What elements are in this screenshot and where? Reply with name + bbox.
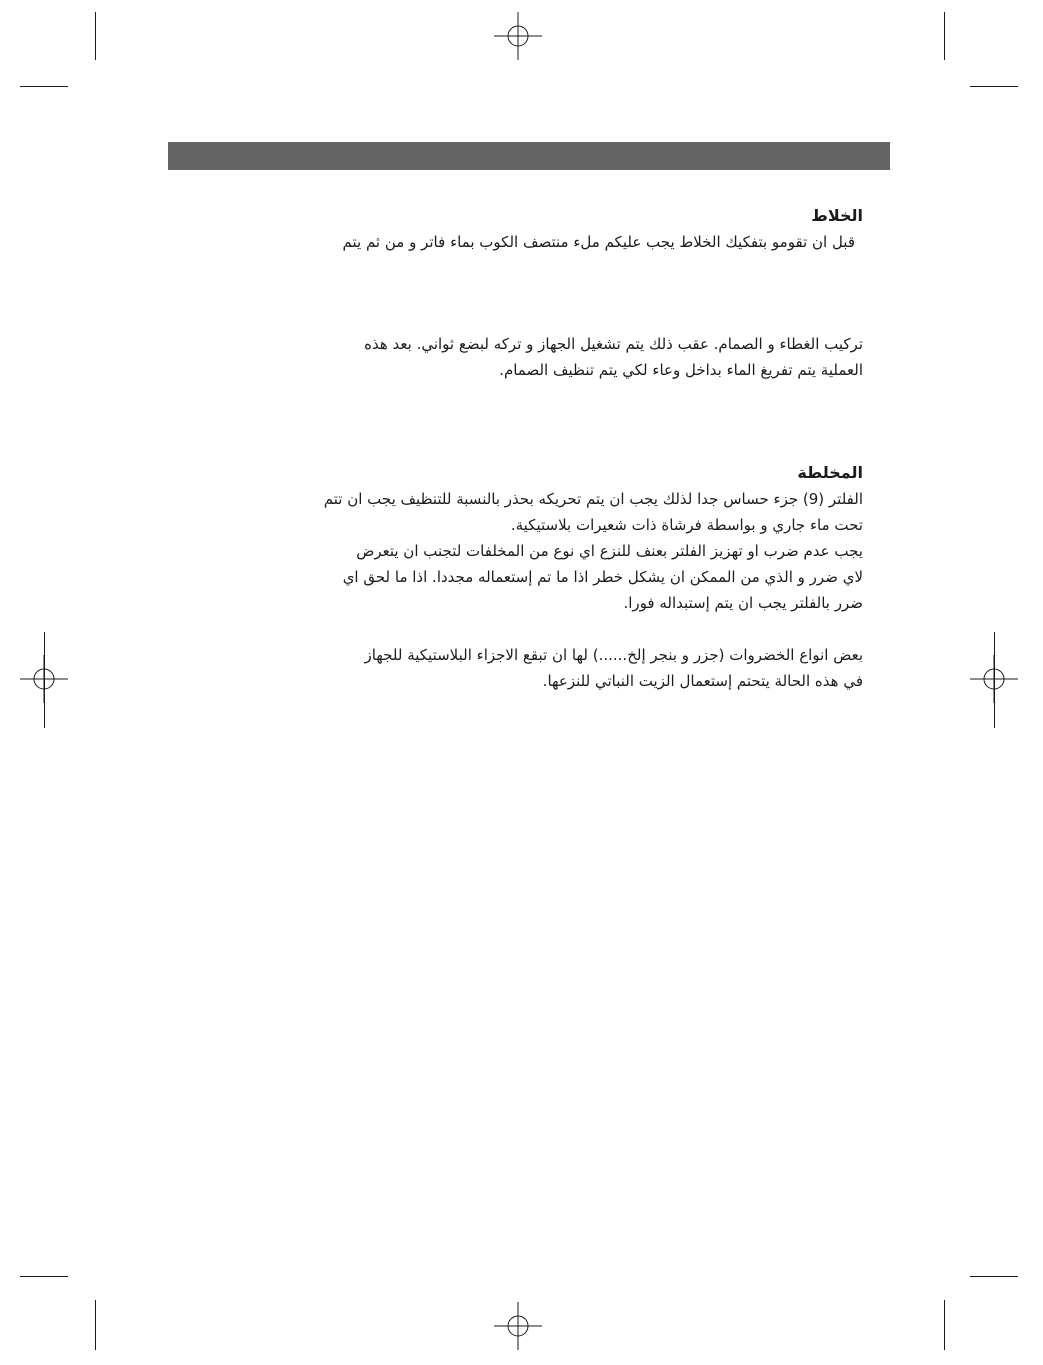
- section-header-bar: [168, 142, 890, 170]
- registration-guide-right: [994, 632, 995, 728]
- text-line: بعض انواع الخضروات (جزر و بنجر إلخ......) لها ان تبقع الاجزاء البلاستيكية للجهاز: [364, 646, 863, 664]
- crop-mark-top-left-vertical: [95, 12, 96, 60]
- text-line: تحت ماء جاري و بواسطة فرشاة ذات شعيرات بلاستيكية.: [510, 516, 863, 534]
- registration-mark-top-icon: [494, 12, 542, 60]
- section-mixer: [176, 460, 863, 616]
- text-line: لاي ضرر و الذي من الممكن ان يشكل خطر اذا ما تم إستعماله مجددا. اذا ما لحق اي: [342, 568, 863, 586]
- crop-mark-bottom-right-horizontal: [970, 1276, 1018, 1277]
- section-blender: [176, 203, 863, 255]
- text-line: ضرر بالفلتر يجب ان يتم إستبداله فورا.: [623, 594, 863, 612]
- crop-mark-bottom-right-vertical: [944, 1300, 945, 1350]
- crop-mark-top-right-horizontal: [970, 86, 1018, 87]
- mixer-heading: المخلطة: [797, 463, 863, 482]
- blender-paragraph: [176, 331, 863, 383]
- mixer-paragraph-1: [176, 486, 863, 616]
- crop-mark-bottom-left-horizontal: [20, 1276, 68, 1277]
- blender-heading: الخلاط: [811, 206, 863, 225]
- registration-guide-left: [44, 632, 45, 728]
- mixer-paragraph-2: [176, 642, 863, 694]
- text-line: تركيب الغطاء و الصمام. عقب ذلك يتم تشغيل الجهاز و تركه لبضع ثواني. بعد هذه: [364, 335, 863, 353]
- crop-mark-top-left-horizontal: [20, 86, 68, 87]
- text-line: العملية يتم تفريغ الماء بداخل وعاء لكي يتم تنظيف الصمام.: [499, 361, 863, 379]
- crop-mark-bottom-left-vertical: [95, 1300, 96, 1350]
- crop-mark-top-right-vertical: [944, 12, 945, 60]
- mixer-paragraph-2-block: [176, 642, 863, 694]
- text-line: في هذه الحالة يتحتم إستعمال الزيت النباتي للنزعها.: [542, 672, 863, 690]
- text-line: الفلتر (9) جزء حساس جدا لذلك يجب ان يتم تحريكه بحذر بالنسبة للتنظيف يجب ان تتم: [323, 490, 863, 508]
- text-line: يجب عدم ضرب او تهزيز الفلتر بعنف للنزع اي نوع من المخلفات لتجنب ان يتعرض: [356, 542, 863, 560]
- blender-intro-line: [176, 229, 863, 255]
- text-line: قبل ان تقومو بتفكيك الخلاط يجب عليكم ملء منتصف الكوب بماء فاتر و من ثم يتم: [342, 233, 855, 251]
- registration-mark-bottom-icon: [494, 1302, 542, 1350]
